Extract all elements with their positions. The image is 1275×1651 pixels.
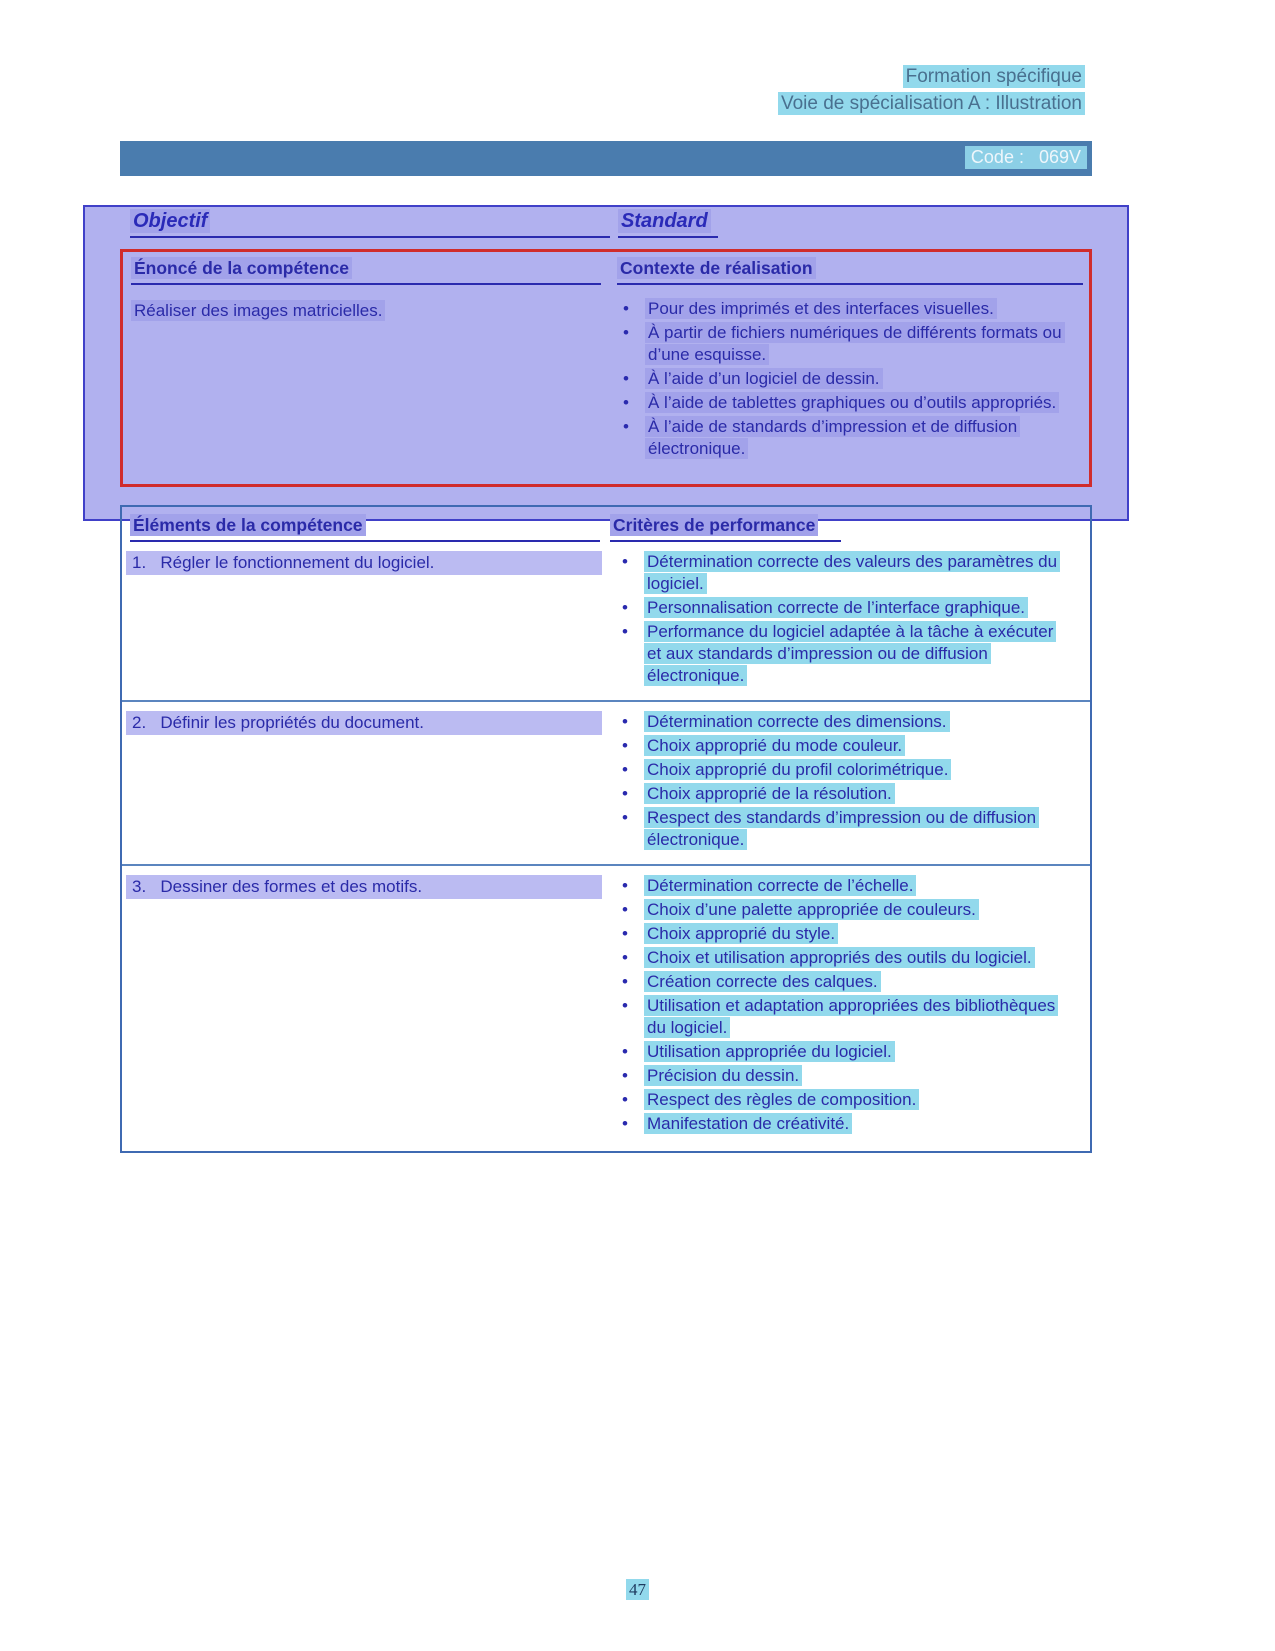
enonce-header-text: Énoncé de la compétence (131, 257, 352, 279)
bullet-icon: • (622, 996, 628, 1015)
criteres-header-text: Critères de performance (610, 514, 818, 536)
list-item-text: À l’aide de standards d’impression et de diffusion électronique. (645, 416, 1020, 459)
elements-header-text: Éléments de la compétence (130, 514, 366, 536)
element-title-text: 2. Définir les propriétés du document. (132, 713, 424, 732)
list-item-text: À l’aide d’un logiciel de dessin. (645, 368, 883, 389)
criteria-item (610, 597, 1072, 619)
criteria-text: Manifestation de créativité. (644, 1113, 852, 1134)
criteria-text: Détermination correcte des dimensions. (644, 711, 950, 732)
criteria-text: Choix d’une palette appropriée de couleurs. (644, 899, 979, 920)
criteria-text: Performance du logiciel adaptée à la tâche à exécuter et aux standards d’impression ou de diffusion électronique. (644, 621, 1056, 686)
doc-header (778, 63, 1085, 117)
criteria-item (610, 923, 1072, 945)
criteria-text: Respect des standards d’impression ou de diffusion électronique. (644, 807, 1039, 850)
criteria-item (610, 899, 1072, 921)
objectif-standard-box (83, 205, 1129, 521)
criteria-text: Personnalisation correcte de l’interface graphique. (644, 597, 1028, 618)
element-title-text: 1. Régler le fonctionnement du logiciel. (132, 553, 435, 572)
criteria-item (610, 783, 1072, 805)
bullet-icon: • (623, 369, 629, 388)
bullet-icon: • (622, 900, 628, 919)
criteria-item (610, 971, 1072, 993)
criteria-text: Choix approprié du profil colorimétrique. (644, 759, 951, 780)
criteria-item (610, 807, 1072, 851)
element-cell (122, 551, 610, 575)
list-item (617, 368, 1079, 390)
list-item (617, 392, 1079, 414)
criteria-text: Respect des règles de composition. (644, 1089, 919, 1110)
table-row (122, 542, 1090, 700)
elements-header (130, 515, 600, 542)
criteria-text: Détermination correcte des valeurs des paramètres du logiciel. (644, 551, 1060, 594)
bullet-icon: • (622, 622, 628, 641)
criteres-cell (610, 875, 1072, 1137)
bullet-icon: • (622, 1042, 628, 1061)
bullet-icon: • (622, 552, 628, 571)
criteria-text: Choix approprié de la résolution. (644, 783, 895, 804)
criteria-item (610, 759, 1072, 781)
element-title-text: 3. Dessiner des formes et des motifs. (132, 877, 423, 896)
bullet-icon: • (622, 784, 628, 803)
bullet-icon: • (622, 736, 628, 755)
criteria-item (610, 735, 1072, 757)
bullet-icon: • (622, 598, 628, 617)
list-item (617, 416, 1079, 460)
bullet-icon: • (622, 1114, 628, 1133)
doc-header-line2 (778, 90, 1085, 117)
page-number (0, 1580, 1275, 1600)
bullet-icon: • (622, 948, 628, 967)
bullet-icon: • (622, 1090, 628, 1109)
list-item (617, 298, 1079, 320)
objectif-heading (130, 210, 610, 238)
bullet-icon: • (623, 417, 629, 436)
criteria-item (610, 947, 1072, 969)
bullet-icon: • (622, 712, 628, 731)
criteria-text: Utilisation et adaptation appropriées des bibliothèques du logiciel. (644, 995, 1058, 1038)
criteria-text: Création correcte des calques. (644, 971, 881, 992)
standard-heading-text: Standard (618, 209, 711, 233)
bullet-icon: • (622, 924, 628, 943)
criteria-item (610, 1113, 1072, 1135)
criteres-header (610, 515, 841, 542)
code-bar (120, 141, 1092, 176)
objectif-heading-text: Objectif (130, 209, 210, 233)
page-number-text: 47 (626, 1579, 649, 1600)
doc-header-line1 (778, 63, 1085, 90)
element-title (126, 551, 602, 575)
criteria-text: Détermination correcte de l’échelle. (644, 875, 916, 896)
enonce-header (131, 258, 601, 285)
bullet-icon: • (622, 808, 628, 827)
criteria-item (610, 875, 1072, 897)
criteria-item (610, 621, 1072, 687)
elements-criteres-table (120, 505, 1092, 1153)
bullet-icon: • (622, 876, 628, 895)
list-item-text: À partir de fichiers numériques de différents formats ou d’une esquisse. (645, 322, 1065, 365)
criteria-item (610, 1089, 1072, 1111)
bullet-icon: • (622, 972, 628, 991)
element-cell (122, 711, 610, 735)
element-title (126, 875, 602, 899)
criteria-text: Précision du dessin. (644, 1065, 802, 1086)
header-line2-text: Voie de spécialisation A : Illustration (778, 92, 1085, 115)
criteria-item (610, 1065, 1072, 1087)
list-item-text: Pour des imprimés et des interfaces visuelles. (645, 298, 997, 319)
enonce-text: Réaliser des images matricielles. (131, 300, 601, 322)
header-line1-text: Formation spécifique (903, 65, 1085, 88)
criteria-text: Utilisation appropriée du logiciel. (644, 1041, 895, 1062)
contexte-list (617, 298, 1079, 462)
criteria-item (610, 551, 1072, 595)
criteria-text: Choix et utilisation appropriés des outils du logiciel. (644, 947, 1035, 968)
element-title (126, 711, 602, 735)
contexte-header (617, 258, 1083, 285)
criteria-item (610, 1041, 1072, 1063)
bullet-icon: • (623, 323, 629, 342)
table-row (122, 864, 1090, 1148)
element-cell (122, 875, 610, 899)
bullet-icon: • (622, 1066, 628, 1085)
standard-heading (618, 210, 718, 238)
code-label: Code : 069V (965, 146, 1087, 169)
criteria-text: Choix approprié du mode couleur. (644, 735, 905, 756)
criteria-item (610, 711, 1072, 733)
list-item-text: À l’aide de tablettes graphiques ou d’outils appropriés. (645, 392, 1059, 413)
table-header-row (122, 507, 1090, 542)
contexte-header-text: Contexte de réalisation (617, 257, 816, 279)
list-item (617, 322, 1079, 366)
criteres-cell (610, 551, 1072, 689)
bullet-icon: • (623, 299, 629, 318)
criteres-cell (610, 711, 1072, 853)
bullet-icon: • (622, 760, 628, 779)
criteria-text: Choix approprié du style. (644, 923, 838, 944)
criteria-item (610, 995, 1072, 1039)
table-row (122, 700, 1090, 864)
bullet-icon: • (623, 393, 629, 412)
competence-box (120, 249, 1092, 487)
